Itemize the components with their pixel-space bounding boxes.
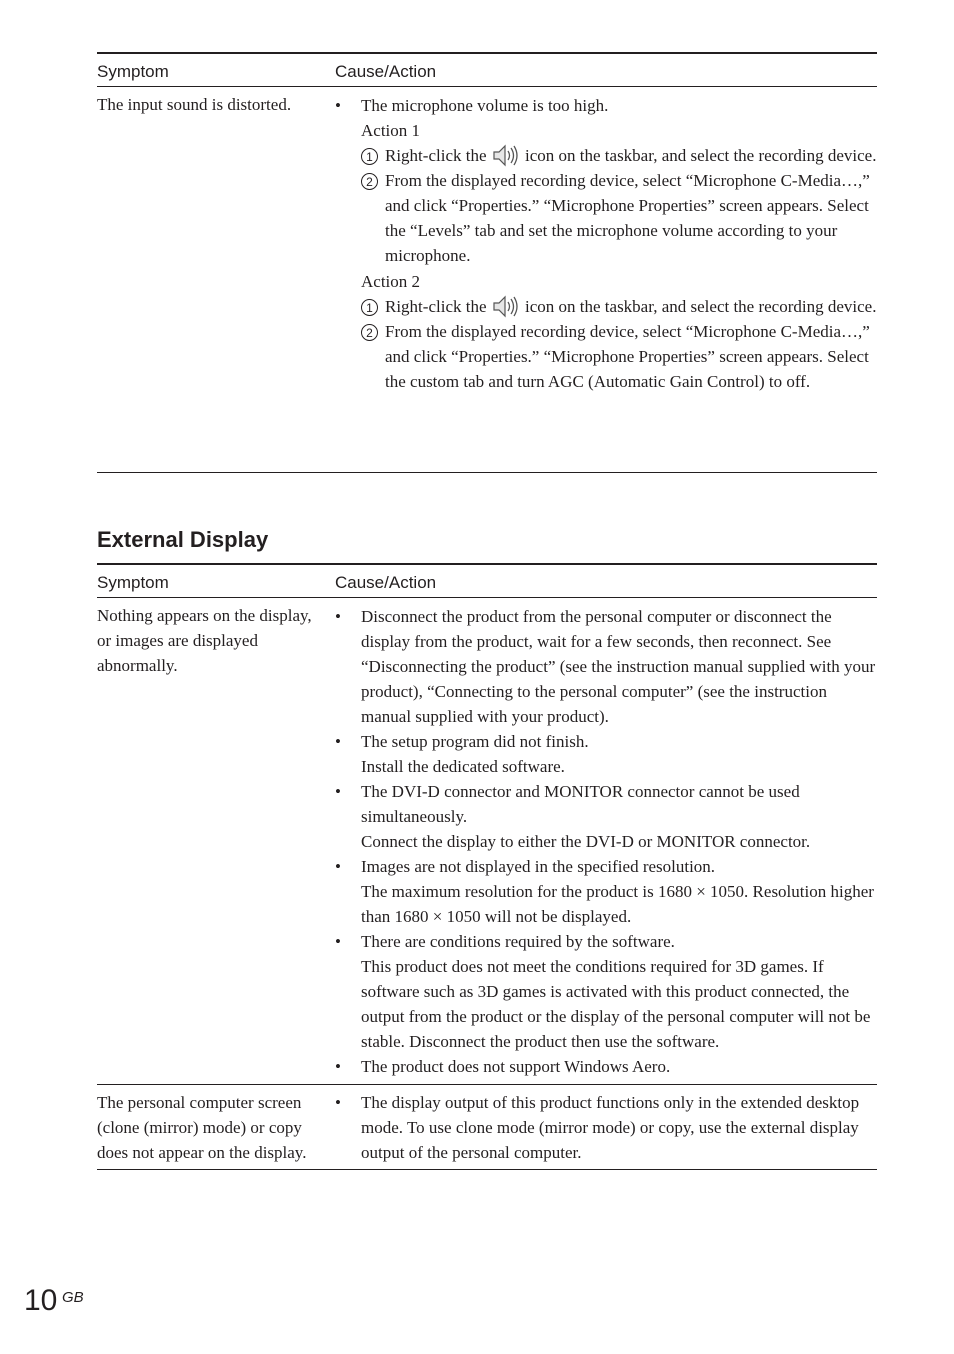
cause-text: There are conditions required by the software. [361, 932, 675, 951]
symptom-text: Nothing appears on the display, or images are displayed abnormally. [97, 606, 312, 675]
list-item [335, 779, 880, 854]
bullet: • [335, 932, 341, 951]
list-item [335, 729, 880, 779]
speaker-icon [491, 143, 521, 168]
cause-action-cell [335, 93, 880, 394]
header-symptom: Symptom [97, 573, 169, 592]
step-number-1: 1 [361, 299, 378, 316]
action-step [361, 319, 880, 394]
cause-text: Images are not displayed in the specified resolution. [361, 857, 716, 876]
cause-action-cell [335, 1090, 880, 1165]
cause-text: Disconnect the product from the personal computer or disconnect the display from the product, wait for a few seconds, then reconnect. See “Disconnecting the product” (see the instruction manual supplied with your product), “Connecting to the personal computer” (see the instruction manual supplied with your product). [361, 607, 876, 726]
bullet: • [335, 96, 341, 115]
header-cause-action: Cause/Action [335, 573, 437, 592]
action-step [361, 294, 880, 319]
symptom-text: The input sound is distorted. [97, 95, 292, 114]
list-item [335, 1090, 880, 1165]
step-text-after-icon: icon on the taskbar, and select the recording device. [525, 297, 877, 316]
step-text-before-icon: Right-click the [385, 146, 487, 165]
step-text: From the displayed recording device, select “Microphone C-Media…,” and click “Properties.” “Microphone Properties” screen appears. Select the custom tab and turn AGC (Automatic Gain Control) to off. [385, 322, 870, 391]
action-label: Action 1 [361, 121, 421, 140]
table-header [97, 563, 877, 598]
action-text: Install the dedicated software. [361, 757, 565, 776]
list-item [335, 929, 880, 1054]
troubleshooting-table-audio [97, 52, 877, 473]
cause-text: The product does not support Windows Aero. [361, 1057, 671, 1076]
list-item [335, 854, 880, 929]
bullet: • [335, 1057, 341, 1076]
action-step [361, 143, 880, 168]
section-title: External Display [97, 527, 269, 552]
cause-action-cell [335, 604, 880, 1079]
action-text: Connect the display to either the DVI-D or MONITOR connector. [361, 832, 811, 851]
step-text-after-icon: icon on the taskbar, and select the recording device. [525, 146, 877, 165]
header-cause-action: Cause/Action [335, 62, 437, 81]
bullet: • [335, 1093, 341, 1112]
speaker-icon [491, 294, 521, 319]
step-text: From the displayed recording device, select “Microphone C-Media…,” and click “Properties.” “Microphone Properties” screen appears. Select the “Levels” tab and set the microphone volume according to your microphone. [385, 171, 870, 265]
step-text-before-icon: Right-click the [385, 297, 487, 316]
table-header [97, 52, 877, 87]
troubleshooting-table-display [97, 563, 877, 1170]
table-row [97, 598, 877, 1085]
cause-text: The DVI-D connector and MONITOR connector cannot be used simultaneously. [361, 782, 800, 826]
language-code: GB [62, 1289, 84, 1306]
step-number-1: 1 [361, 148, 378, 165]
action-text: This product does not meet the conditions required for 3D games. If software such as 3D games is activated with this product connected, the output from the product or the display of the personal computer will not be stable. Disconnect the product then use the software. [361, 957, 871, 1051]
bullet: • [335, 782, 341, 801]
table-row [97, 1085, 877, 1170]
step-number-2: 2 [361, 173, 378, 190]
table-row [97, 87, 877, 473]
list-item [335, 604, 880, 729]
page-number: 10 [24, 1284, 58, 1317]
cause-text: The microphone volume is too high. [361, 96, 609, 115]
cause-text: The setup program did not finish. [361, 732, 589, 751]
symptom-text: The personal computer screen (clone (mirror) mode) or copy does not appear on the display. [97, 1093, 307, 1162]
cause-text: The display output of this product functions only in the extended desktop mode. To use clone mode (mirror mode) or copy, use the external display output of the personal computer. [361, 1093, 860, 1162]
step-number-2: 2 [361, 324, 378, 341]
action-label: Action 2 [361, 272, 421, 291]
bullet: • [335, 857, 341, 876]
action-step [361, 168, 880, 268]
header-symptom: Symptom [97, 62, 169, 81]
action-text: The maximum resolution for the product is 1680 × 1050. Resolution higher than 1680 × 1050 will not be displayed. [361, 882, 874, 926]
bullet: • [335, 732, 341, 751]
list-item [335, 1054, 880, 1079]
bullet: • [335, 607, 341, 626]
